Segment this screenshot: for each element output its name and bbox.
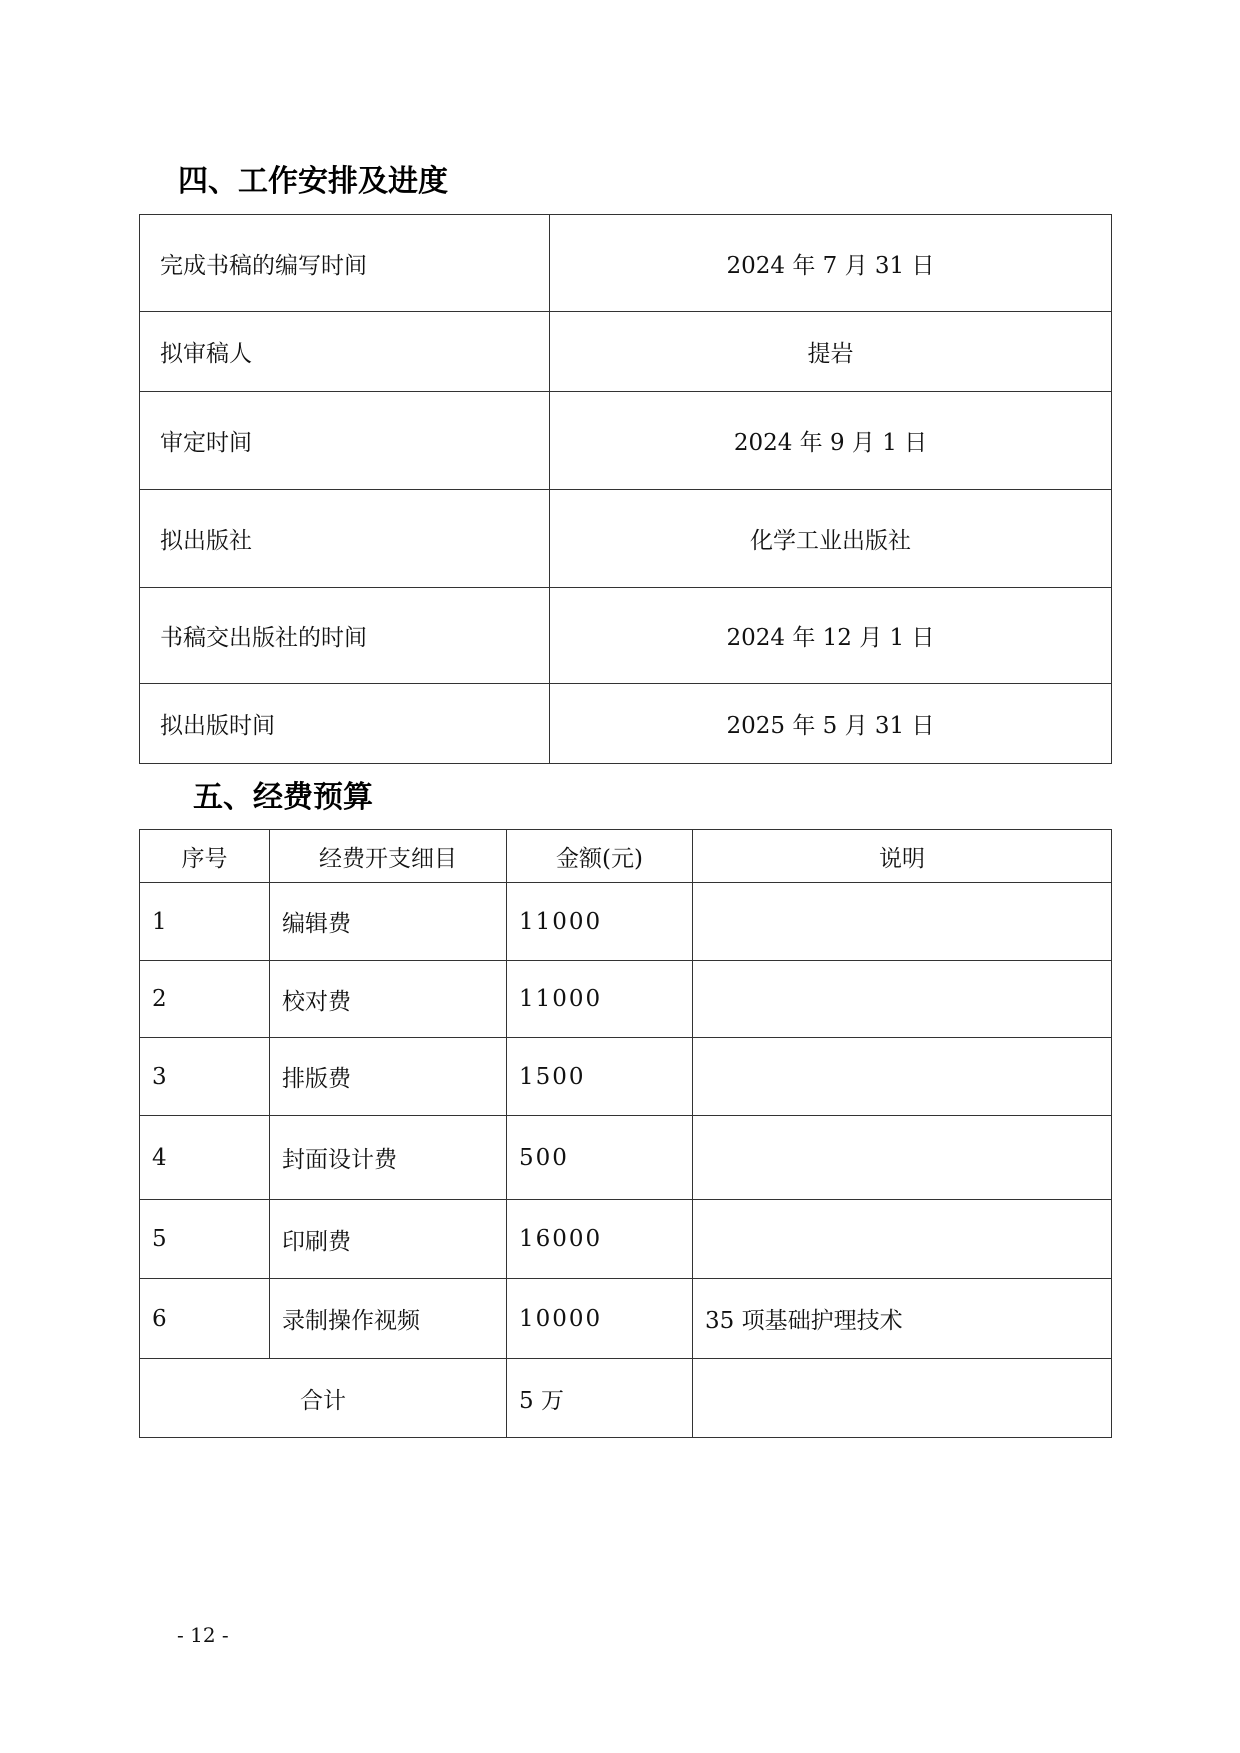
budget-item: 编辑费 [270, 883, 507, 961]
budget-row [140, 1200, 1112, 1279]
budget-amount: 16000 [507, 1200, 693, 1279]
budget-note [693, 883, 1112, 961]
budget-note [693, 1116, 1112, 1200]
budget-table [139, 829, 1112, 1438]
budget-note [693, 1200, 1112, 1279]
budget-row [140, 1038, 1112, 1116]
budget-no: 6 [140, 1279, 270, 1359]
budget-note: 35 项基础护理技术 [693, 1279, 1112, 1359]
section-heading-schedule: 四、工作安排及进度 [178, 164, 448, 199]
page-number: - 12 - [177, 1623, 229, 1647]
schedule-value: 提岩 [550, 312, 1112, 392]
budget-note [693, 961, 1112, 1038]
budget-row [140, 961, 1112, 1038]
budget-item: 校对费 [270, 961, 507, 1038]
schedule-label: 拟出版时间 [140, 684, 550, 764]
schedule-value: 2024 年 12 月 1 日 [550, 588, 1112, 684]
schedule-row [140, 215, 1112, 312]
budget-item: 录制操作视频 [270, 1279, 507, 1359]
schedule-row [140, 392, 1112, 490]
budget-row [140, 883, 1112, 961]
schedule-row [140, 588, 1112, 684]
budget-header-row [140, 830, 1112, 883]
budget-item: 封面设计费 [270, 1116, 507, 1200]
schedule-row [140, 312, 1112, 392]
budget-note [693, 1038, 1112, 1116]
budget-row [140, 1116, 1112, 1200]
schedule-label: 审定时间 [140, 392, 550, 490]
budget-no: 5 [140, 1200, 270, 1279]
schedule-row [140, 490, 1112, 588]
budget-amount: 500 [507, 1116, 693, 1200]
schedule-value: 2024 年 7 月 31 日 [550, 215, 1112, 312]
budget-no: 4 [140, 1116, 270, 1200]
budget-row [140, 1279, 1112, 1359]
schedule-table [139, 214, 1112, 764]
schedule-label: 拟审稿人 [140, 312, 550, 392]
budget-no: 2 [140, 961, 270, 1038]
budget-header-note: 说明 [693, 830, 1112, 883]
budget-header-no: 序号 [140, 830, 270, 883]
schedule-value: 2024 年 9 月 1 日 [550, 392, 1112, 490]
schedule-label: 书稿交出版社的时间 [140, 588, 550, 684]
budget-amount: 11000 [507, 883, 693, 961]
budget-item: 排版费 [270, 1038, 507, 1116]
budget-header-amount: 金额(元) [507, 830, 693, 883]
budget-item: 印刷费 [270, 1200, 507, 1279]
budget-total-note [693, 1359, 1112, 1438]
budget-no: 3 [140, 1038, 270, 1116]
budget-no: 1 [140, 883, 270, 961]
schedule-row [140, 684, 1112, 764]
schedule-value: 化学工业出版社 [550, 490, 1112, 588]
budget-total-label: 合计 [140, 1359, 507, 1438]
budget-header-item: 经费开支细目 [270, 830, 507, 883]
budget-total-amount: 5 万 [507, 1359, 693, 1438]
budget-total-row [140, 1359, 1112, 1438]
schedule-label: 完成书稿的编写时间 [140, 215, 550, 312]
budget-amount: 1500 [507, 1038, 693, 1116]
schedule-value: 2025 年 5 月 31 日 [550, 684, 1112, 764]
schedule-label: 拟出版社 [140, 490, 550, 588]
budget-amount: 10000 [507, 1279, 693, 1359]
budget-amount: 11000 [507, 961, 693, 1038]
section-heading-budget: 五、经费预算 [193, 780, 373, 815]
